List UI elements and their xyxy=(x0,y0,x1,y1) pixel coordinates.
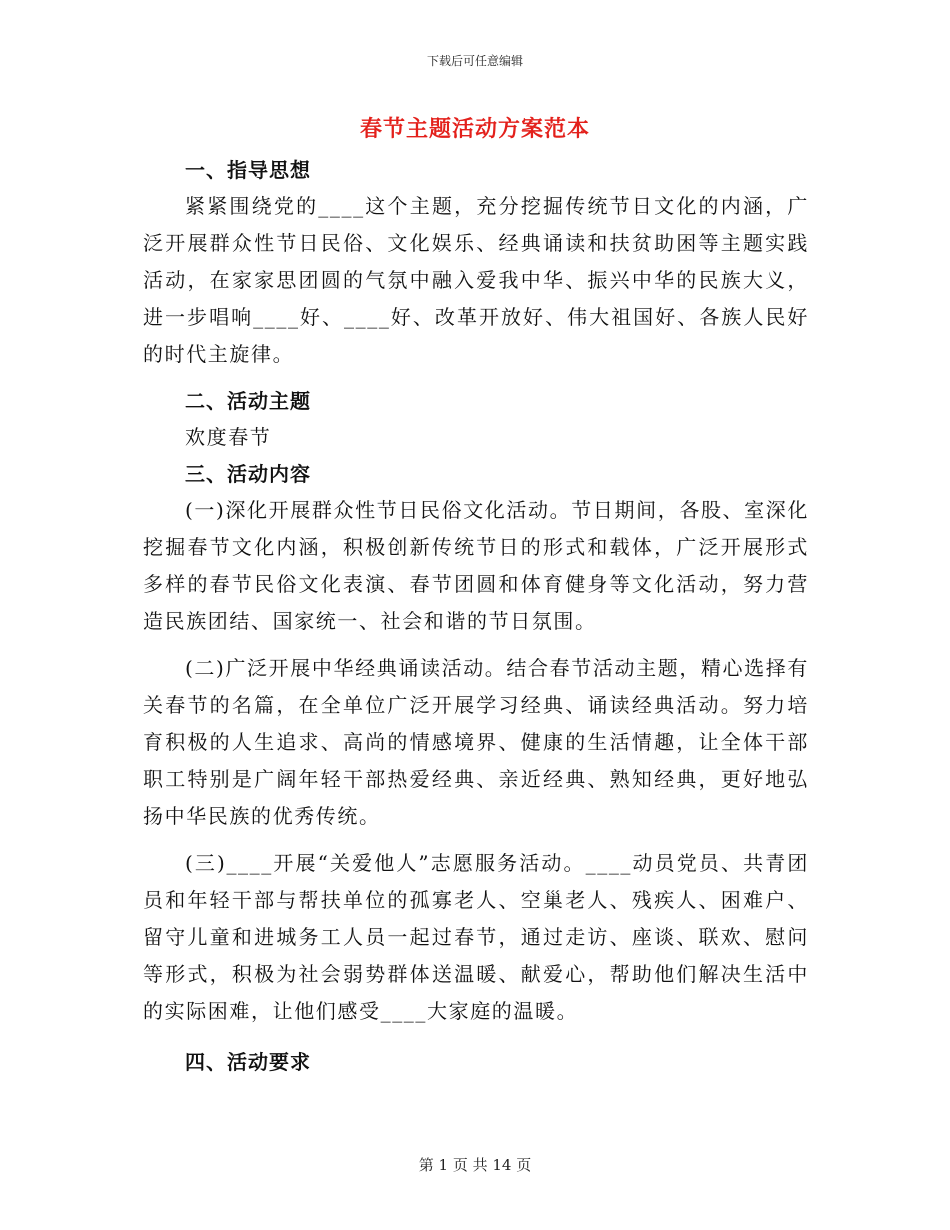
paragraph-activity-theme: 欢度春节 xyxy=(185,425,272,449)
page-number-footer: 第 1 页 共 14 页 xyxy=(418,1156,532,1174)
document-body xyxy=(143,152,809,1080)
paragraph-guiding-ideology: 紧紧围绕党的____这个主题，充分挖掘传统节日文化的内涵，广泛开展群众性节日民俗、文化娱乐、经典诵读和扶贫助困等主题实践活动，在家家思团圆的气氛中融入爱我中华、振兴中华的民族大义，进一步唱响____好、____好、改革开放好、伟大祖国好、各族人民好的时代主旋律。 xyxy=(143,194,809,366)
spacer xyxy=(143,373,809,383)
section-heading-activity-content: 三、活动内容 xyxy=(185,462,311,486)
paragraph-content-2: (二)广泛开展中华经典诵读活动。结合春节活动主题，精心选择有关春节的名篇，在全单位广泛开展学习经典、诵读经典活动。努力培育积极的人生追求、高尚的情感境界、健康的生活情趣，让全体干部职工特别是广阔年轻干部热爱经典、亲近经典、熟知经典，更好地弘扬中华民族的优秀传统。 xyxy=(143,656,809,828)
document-title: 春节主题活动方案范本 xyxy=(359,116,590,142)
spacer xyxy=(143,1030,809,1044)
section-heading-guiding-ideology: 一、指导思想 xyxy=(185,158,311,182)
spacer xyxy=(143,640,809,650)
section-heading-activity-theme: 二、活动主题 xyxy=(185,389,311,413)
paragraph-content-1: (一)深化开展群众性节日民俗文化活动。节日期间，各股、室深化挖掘春节文化内涵，积极创新传统节日的形式和载体，广泛开展形式多样的春节民俗文化表演、春节团圆和体育健身等文化活动，努力营造民族团结、国家统一、社会和谐的节日氛围。 xyxy=(143,498,809,633)
spacer xyxy=(143,835,809,845)
section-heading-activity-requirements: 四、活动要求 xyxy=(185,1050,311,1074)
paragraph-content-3: (三)____开展“关爱他人”志愿服务活动。____动员党员、共青团员和年轻干部与帮扶单位的孤寡老人、空巢老人、残疾人、困难户、留守儿童和进城务工人员一起过春节，通过走访、座谈、联欢、慰问等形式，积极为社会弱势群体送温暖、献爱心，帮助他们解决生活中的实际困难，让他们感受____大家庭的温暖。 xyxy=(143,851,809,1023)
page-header-note: 下载后可任意编辑 xyxy=(426,54,523,68)
